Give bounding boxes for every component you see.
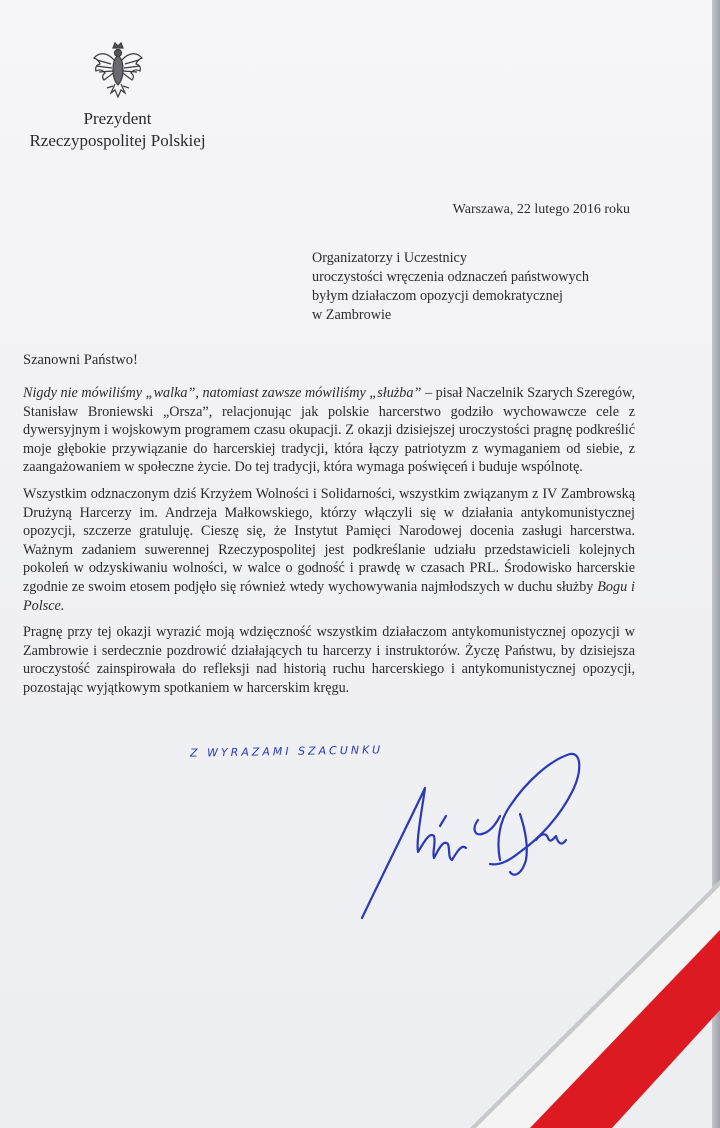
- paragraph-2: [23, 485, 635, 615]
- paper-edge: [712, 0, 720, 1128]
- addressee-line: w Zambrowie: [312, 307, 392, 323]
- polish-eagle-emblem-icon: [91, 40, 145, 100]
- paragraph-1: [23, 384, 635, 477]
- letter-body: [23, 384, 635, 706]
- handwritten-closing: Z WYRAZAMI SZACUNKU: [189, 743, 384, 760]
- letterhead-subtitle: Rzeczypospolitej Polskiej: [29, 131, 206, 150]
- addressee-line: Organizatorzy i Uczestnicy: [312, 250, 467, 266]
- addressee-line: uroczystości wręczenia odznaczeń państwowych: [312, 269, 589, 285]
- paragraph-3: Pragnę przy tej okazji wyrazić moją wdzięczność wszystkim działaczom antykomunistycznej opozycji w Zambrowie i serdecznie pozdrowić działających tu harcerzy i instruktorów. Życzę Państwu, by dzisiejsza uroczystość zainspirowała do refleksji nad historią ruchu harcerskiego i antykomunistycznej opozycji, pozostając wyjątkowym spotkaniem w harcerskim kręgu.: [23, 624, 635, 696]
- addressee-line: byłym działaczom opozycji demokratycznej: [312, 288, 563, 304]
- handwritten-signature: [350, 740, 590, 940]
- motto-text: Bogu i Polsce.: [23, 578, 636, 614]
- quote-text: Nigdy nie mówiliśmy „walka”, natomiast zawsze mówiliśmy „służba”: [23, 385, 422, 401]
- addressee-block: [312, 249, 589, 325]
- paragraph-text: – pisał Naczelnik Szarych Szeregów, Stanisław Broniewski „Orsza”, relacjonując jak polskie harcerstwo godziło wychowawcze cele z dywersyjnym i wojskowym programem czasu okupacji. Z okazji dzisiejszej uroczystości pragnę podkreślić moje głębokie przywiązanie do harcerskiej tradycji, która łączy patriotyzm z wymaganiem od siebie, z zaangażowaniem w społeczne życie. Do tej tradycji, która wymaga poświęceń i buduje wspólnotę.: [23, 385, 635, 476]
- salutation: Szanowni Państwo!: [23, 352, 138, 368]
- letterhead: [10, 40, 225, 152]
- paragraph-text: Wszystkim odznaczonym dziś Krzyżem Wolności i Solidarności, wszystkim związanym z IV Zambrowską Drużyną Harcerzy im. Andrzeja Małkowskiego, którzy włączyli się w działania antykomunistycznej opozycji, szczerze gratuluję. Cieszę się, że Instytut Pamięci Narodowej docenia zasługi harcerstwa. Ważnym zadaniem suwerennej Rzeczypospolitej jest podkreślanie udziału przedstawicieli kolejnych pokoleń w odzyskiwaniu wolności, w walce o godność i prawdę w czasach PRL. Środowisko harcerskie zgodnie ze swoim etosem podjęło się również wtedy wychowywania najmłodszych w duchu służby: [23, 485, 635, 595]
- letter-date: Warszawa, 22 lutego 2016 roku: [452, 202, 630, 217]
- letterhead-title: Prezydent: [83, 109, 152, 128]
